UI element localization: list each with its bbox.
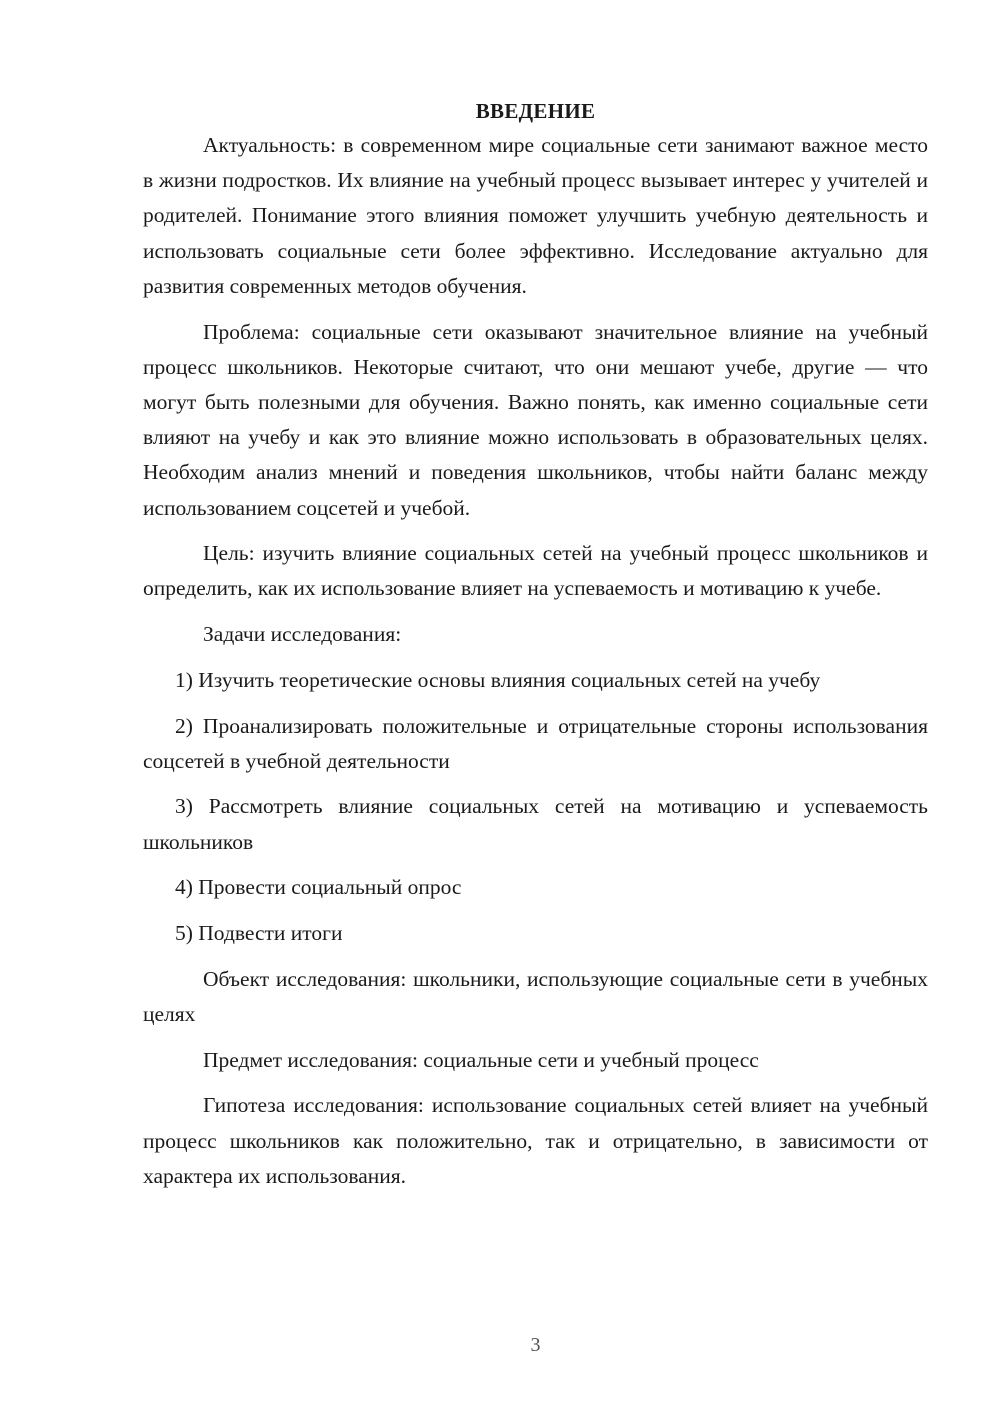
task-item-3: 3) Рассмотреть влияние социальных сетей на мотивацию и успеваемость школьников [143,794,928,854]
task-item-1: 1) Изучить теоретические основы влияния социальных сетей на учебу [175,667,821,692]
goal-paragraph: Цель: изучить влияние социальных сетей на учебный процесс школьников и определить, как их использование влияет на успеваемость и мотивацию к учебе. [143,541,928,601]
section-title: ВВЕДЕНИЕ [475,99,596,123]
task-item-2: 2) Проанализировать положительные и отрицательные стороны использования соцсетей в учебной деятельности [143,713,928,773]
task-item-5: 5) Подвести итоги [175,921,343,946]
document-page [143,96,928,1194]
object-paragraph: Объект исследования: школьники, использующие социальные сети в учебных целях [143,966,928,1026]
tasks-heading: Задачи исследования: [203,622,402,647]
hypothesis-paragraph: Гипотеза исследования: использование социальных сетей влияет на учебный процесс школьников как положительно, так и отрицательно, в зависимости от характера их использования. [143,1093,928,1188]
problem-paragraph: Проблема: социальные сети оказывают значительное влияние на учебный процесс школьников. Некоторые считают, что они мешают учебе, другие — что могут быть полезными для обучения. Важно понять, как именно социальные сети влияют на учебу и как это влияние можно использовать в образовательных целях. Необходим анализ мнений и поведения школьников, чтобы найти баланс между использованием соцсетей и учебой. [143,319,928,520]
task-item-4: 4) Провести социальный опрос [175,875,462,900]
page-number: 3 [530,1334,541,1356]
relevance-paragraph: Актуальность: в современном мире социальные сети занимают важное место в жизни подростков. Их влияние на учебный процесс вызывает интерес у учителей и родителей. Понимание этого влияния поможет улучшить учебную деятельность и использовать социальные сети более эффективно. Исследование актуально для развития современных методов обучения. [143,133,928,298]
subject-paragraph: Предмет исследования: социальные сети и учебный процесс [203,1047,759,1072]
